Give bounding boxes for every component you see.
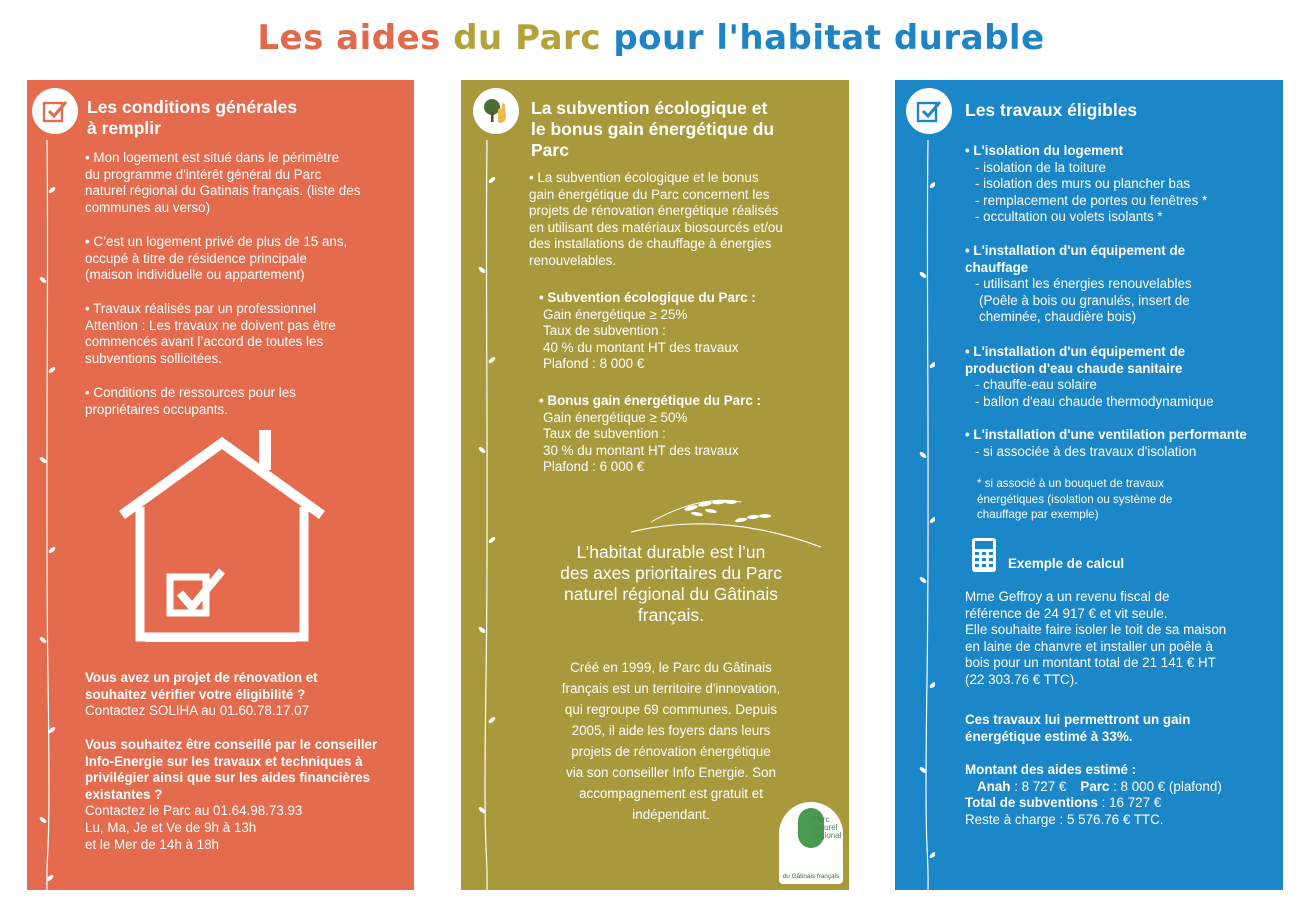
conditions-heading: Les conditions générales à remplir [87,97,298,138]
checkbox-icon [32,88,78,134]
hot-water-group: • L'installation d'un équipement de production d'eau chaude sanitaire - chauffe-eau solaire - ballon d'eau chaude thermodynamique [965,344,1214,409]
title-part-1: Les aides [257,18,441,58]
ventilation-group: • L'installation d'une ventilation performante - si associée à des travaux d'isolation [965,427,1247,459]
page-title [0,18,1302,58]
logo-footer: du Gâtinais français [782,873,840,880]
title-part-3: pour l'habitat durable [613,18,1045,58]
habitat-quote: L’habitat durable est l’un des axes prioritaires du Parc naturel régional du Gâtinais français. [560,542,782,625]
insulation-group: • L'isolation du logement - isolation de la toiture - isolation des murs ou plancher bas - remplacement de portes ou fenêtres * - occultation ou volets isolants * [965,143,1208,225]
vine-decoration [27,80,67,890]
eligible-works-panel [895,80,1283,890]
conditions-bullet-2: • C’est un logement privé de plus de 15 ans, occupé à titre de résidence principale (maison individuelle ou appartement) [85,234,348,283]
eligibility-question: Vous avez un projet de rénovation et souhaitez vérifier votre éligibilité ? Contactez SOLIHA au 01.60.78.17.07 [85,670,410,720]
energy-gain: Ces travaux lui permettront un gain énergétique estimé à 33%. [965,712,1191,744]
subsidy-intro: • La subvention écologique et le bonus gain énergétique du Parc concernent les projets de rénovation énergétique réalisés en utilisant des matériaux biosourcés et/ou des installations de chauffage à énergies renouvelables. [529,170,783,268]
house-check-icon [112,425,332,645]
soliha-contact: Contactez SOLIHA au 01.60.78.17.07 [85,703,310,719]
calculator-icon [971,537,997,573]
conditions-panel [27,80,414,890]
conditions-bullet-1: • Mon logement est situé dans le périmètre du programme d'intérêt général du Parc naturel régional du Gatinais français. (liste des communes au verso) [85,150,361,215]
subsidy-panel [461,80,849,890]
conditions-bullet-3: • Travaux réalisés par un professionnel Attention : Les travaux ne doivent pas être commencés avant l’accord de toutes les subventions sollicitées. [85,301,336,366]
logo-label: Parc naturel régional [813,815,842,840]
conditions-bullet-4: • Conditions de ressources pour les propriétaires occupants. [85,385,296,417]
aid-remaining: Reste à charge : 5 576.76 € TTC. [965,811,1164,827]
calc-example-text: Mme Geffroy a un revenu fiscal de référence de 24 917 € et vit seule. Elle souhaite faire isoler le toit de sa maison en laine de chanvre et installer un poêle à bois pour un montant total de 21 141 € HT (22 303.76 € TTC). [965,589,1227,687]
tree-hand-icon [473,88,519,134]
energy-bonus: • Bonus gain énergétique du Parc : Gain énergétique ≥ 50% Taux de subvention : 30 % du montant HT des travaux Plafond : 6 000 € [539,393,761,475]
eligible-works-heading: Les travaux éligibles [965,100,1138,120]
calc-example-title: Exemple de calcul [1008,556,1125,571]
title-part-2: du Parc [453,18,601,58]
ecological-subsidy: • Subvention écologique du Parc : Gain énergétique ≥ 25% Taux de subvention : 40 % du montant HT des travaux Plafond : 8 000 € [539,290,756,372]
aid-amounts: Montant des aides estimé : Anah : 8 727 € Parc : 8 000 € (plafond) Total de subventions : 16 727 € Reste à charge : 5 576.76 € TTC. [965,762,1280,828]
works-footnote: * si associé à un bouquet de travaux énergétiques (isolation ou système de chauffage par exemple) [977,477,1173,522]
aid-total: Total de subventions : 16 727 € [965,795,1162,811]
aid-anah-parc: Anah : 8 727 € Parc : 8 000 € (plafond) [977,778,1222,794]
vine-decoration [895,80,935,890]
heating-group: • L'installation d'un équipement de chauffage - utilisant les énergies renouvelables (Poêle à bois ou granulés, insert de cheminée, chaudière bois) [965,243,1192,325]
subsidy-heading: La subvention écologique et le bonus gain énergétique du Parc [531,98,775,160]
checkbox-icon [906,88,952,134]
vine-decoration [461,80,501,890]
parc-contact: Contactez le Parc au 01.64.98.73.93 [85,803,303,819]
parc-about: Créé en 1999, le Parc du Gâtinais français est un territoire d'innovation, qui regroupe 69 communes. Depuis 2005, il aide les foyers dans leurs projets de rénovation énergétique via son conseiller Info Energie. Son accompagnement est gratuit et indépendant. [561,660,781,822]
advisor-question: Vous souhaitez être conseillé par le conseiller Info-Energie sur les travaux et techniques à privilégier ainsi que sur les aides financières existantes ? Contactez le Parc au 01.64.98.73.93 Lu, Ma, Je et Ve de 9h à 13h et le Mer de 14h à 18h [85,737,410,853]
parc-logo [779,802,843,884]
